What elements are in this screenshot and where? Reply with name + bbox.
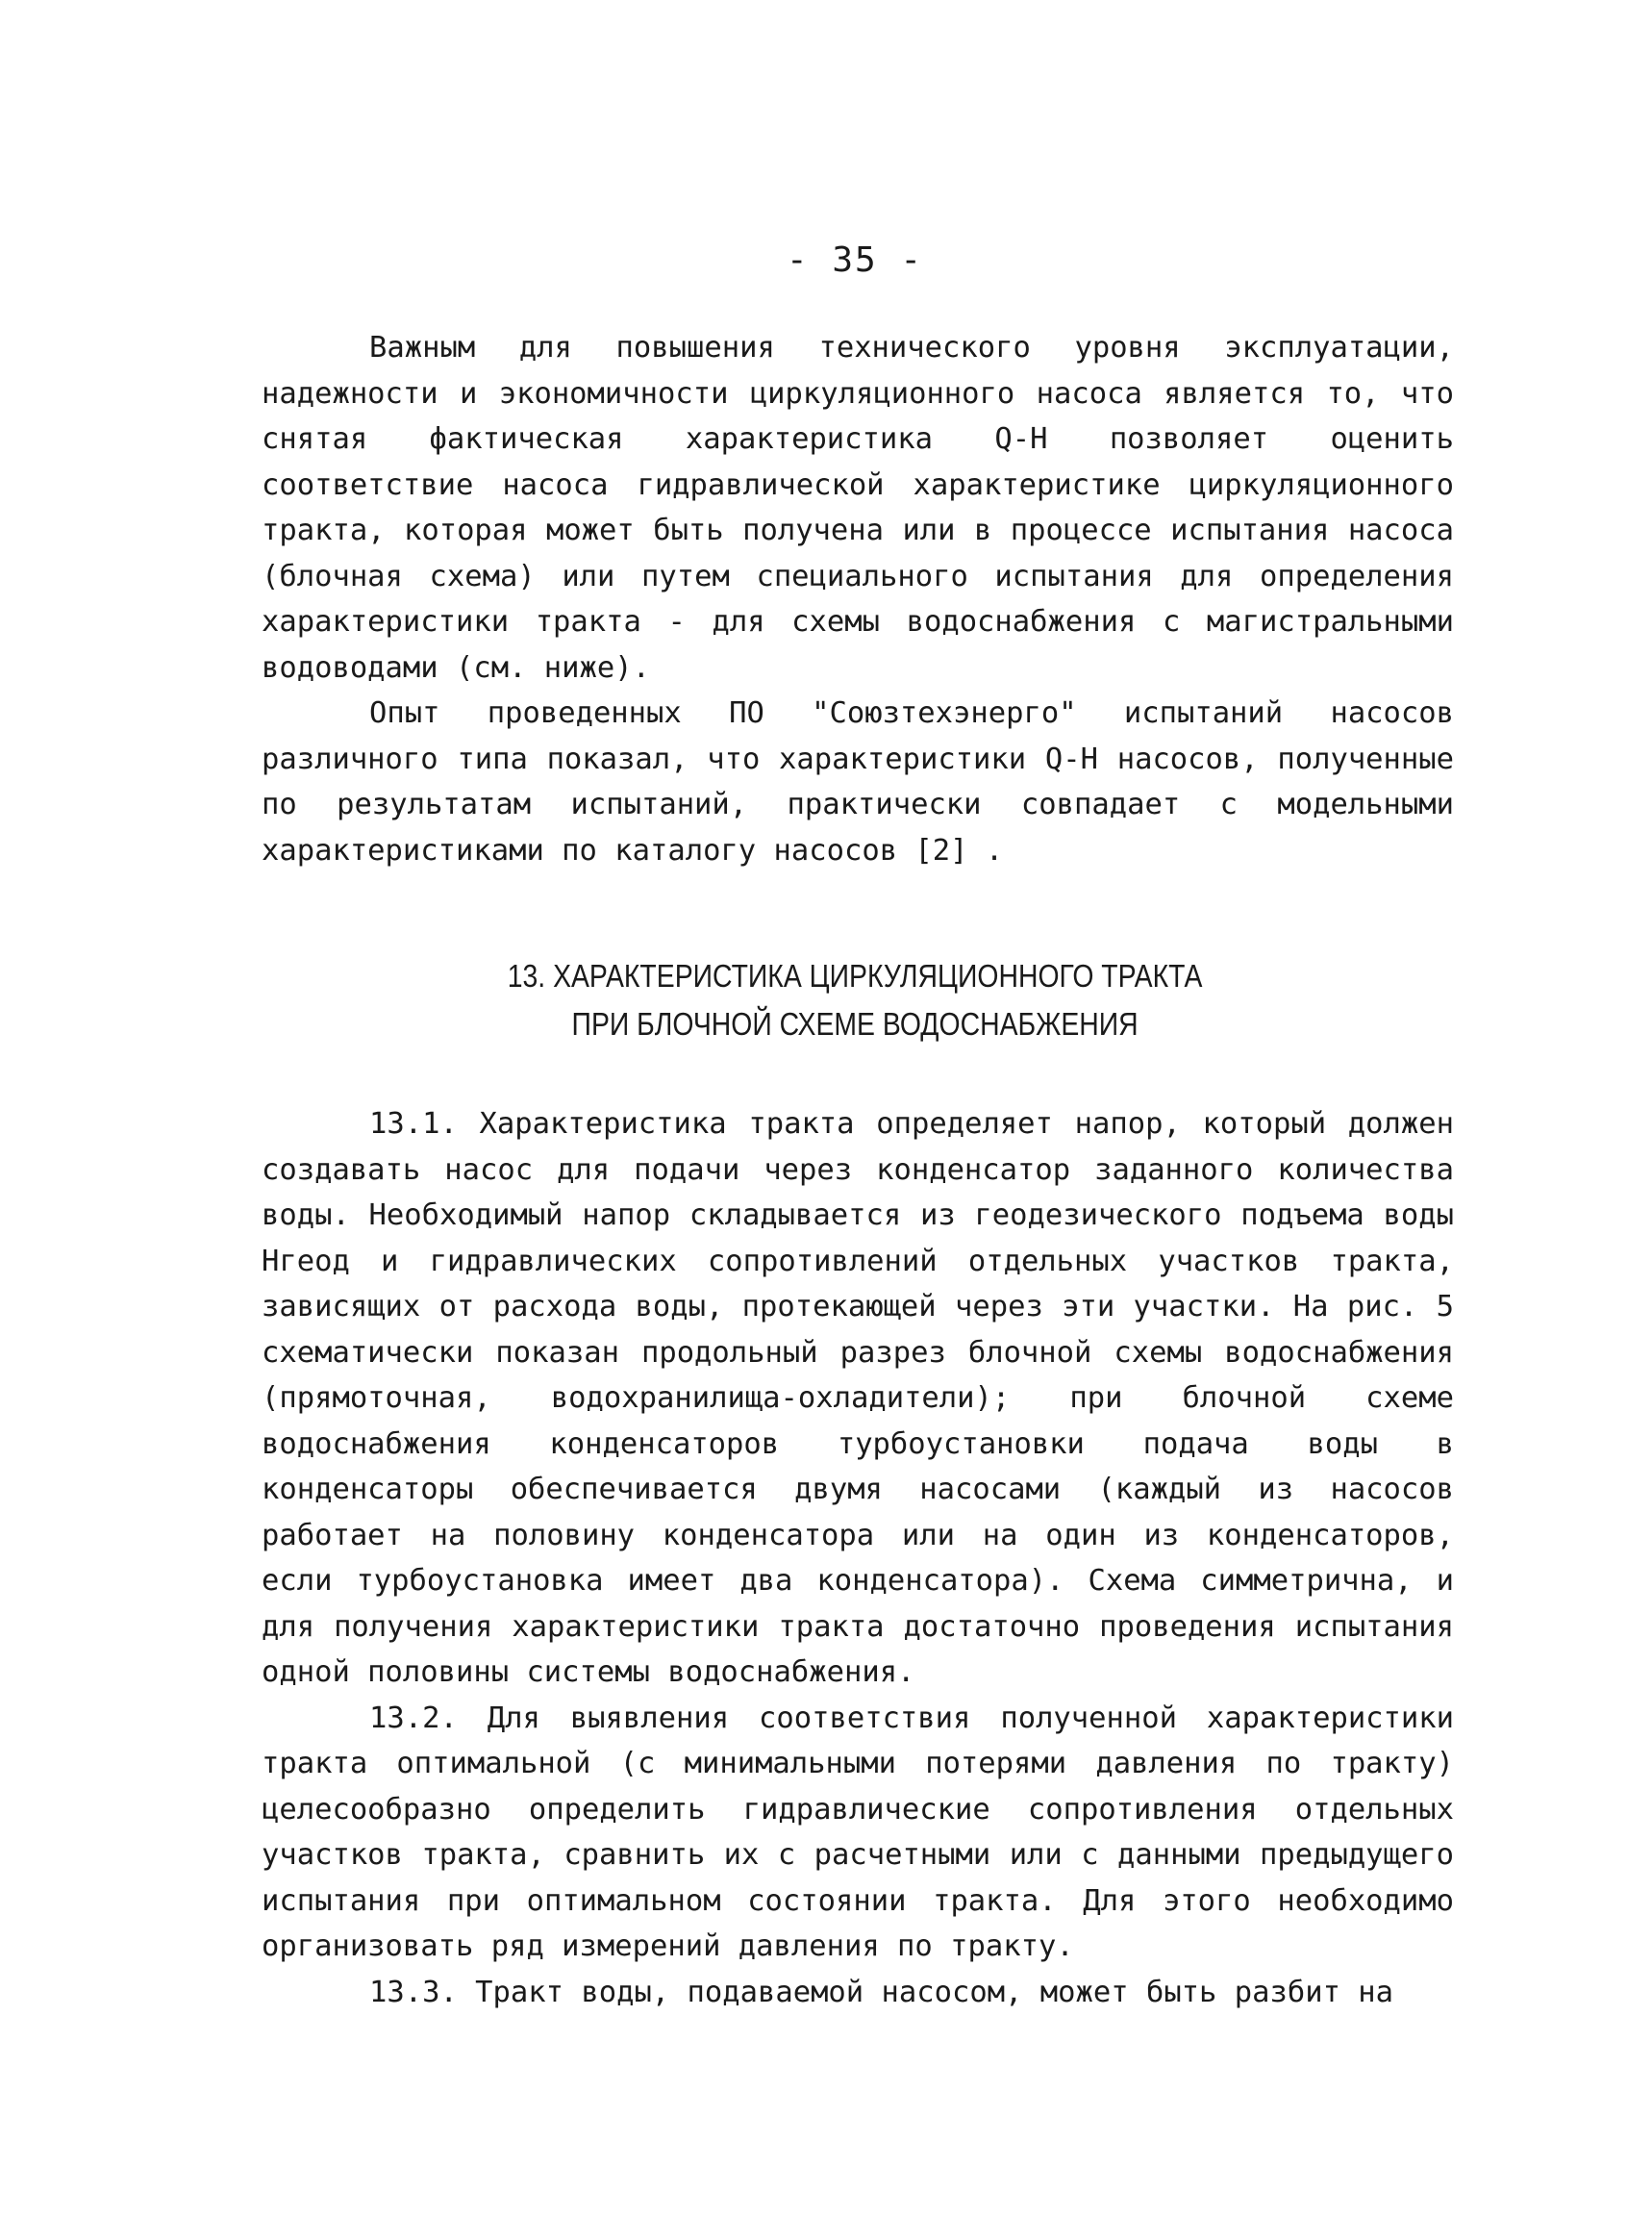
paragraph: Важным для повышения технического уровня эксплуатации, надежности и экономичности циркуляционного насоса является то, что снятая фактическая характеристика Q-H позволяет оценить соответствие насоса гидравлической характеристике циркуляционного тракта, которая может быть получена или в процессе испытания насоса (блочная схема) или путем специального испытания для определения характеристики тракта - для схемы водоснабжения с магистральными водоводами (см. ниже). bbox=[262, 331, 1454, 685]
page-number: - 35 - bbox=[786, 240, 924, 280]
section-heading-line-2: ПРИ БЛОЧНОЙ СХЕМЕ ВОДОСНАБЖЕНИЯ bbox=[571, 1006, 1139, 1042]
paragraph-13-1: 13.1. Характеристика тракта определяет напор, который должен создавать насос для подачи через конденсатор заданного количества воды. Необходимый напор складывается из геодезического подъема воды Hгеод и гидравлических сопротивлений отдельных участков тракта, зависящих от расхода воды, протекающей через эти участки. На рис. 5 схематически показан продольный разрез блочной схемы водоснабжения (прямоточная, водохранилища-охладители); при блочной схеме водоснабжения конденсаторов турбоустановки подача воды в конденсаторы обеспечивается двумя насосами (каждый из насосов работает на половину конденсатора или на один из конденсаторов, если турбоустановка имеет два конденсатора). Схема симметрична, и для получения характеристики тракта достаточно проведения испытания одной половины системы водоснабжения. bbox=[262, 1107, 1454, 1689]
paragraph: Опыт проведенных ПО "Союзтехэнерго" испытаний насосов различного типа показал, что характеристики Q-H насосов, полученные по результатам испытаний, практически совпадает с модельными характеристиками по каталогу насосов [2] . bbox=[262, 696, 1454, 868]
intro-text bbox=[262, 325, 1454, 873]
section-body bbox=[262, 1101, 1454, 2015]
section-heading-line-1: 13. ХАРАКТЕРИСТИКА ЦИРКУЛЯЦИОННОГО ТРАКТА bbox=[507, 958, 1203, 994]
paragraph-13-3: 13.3. Тракт воды, подаваемой насосом, может быть разбит на bbox=[369, 1975, 1394, 2009]
paragraph-13-2: 13.2. Для выявления соответствия полученной характеристики тракта оптимальной (с минимальными потерями давления по тракту) целесообразно определить гидравлические сопротивления отдельных участков тракта, сравнить их с расчетными или с данными предыдущего испытания при оптимальном состоянии тракта. Для этого необходимо организовать ряд измерений давления по тракту. bbox=[262, 1701, 1454, 1963]
section-heading bbox=[115, 952, 1536, 1048]
